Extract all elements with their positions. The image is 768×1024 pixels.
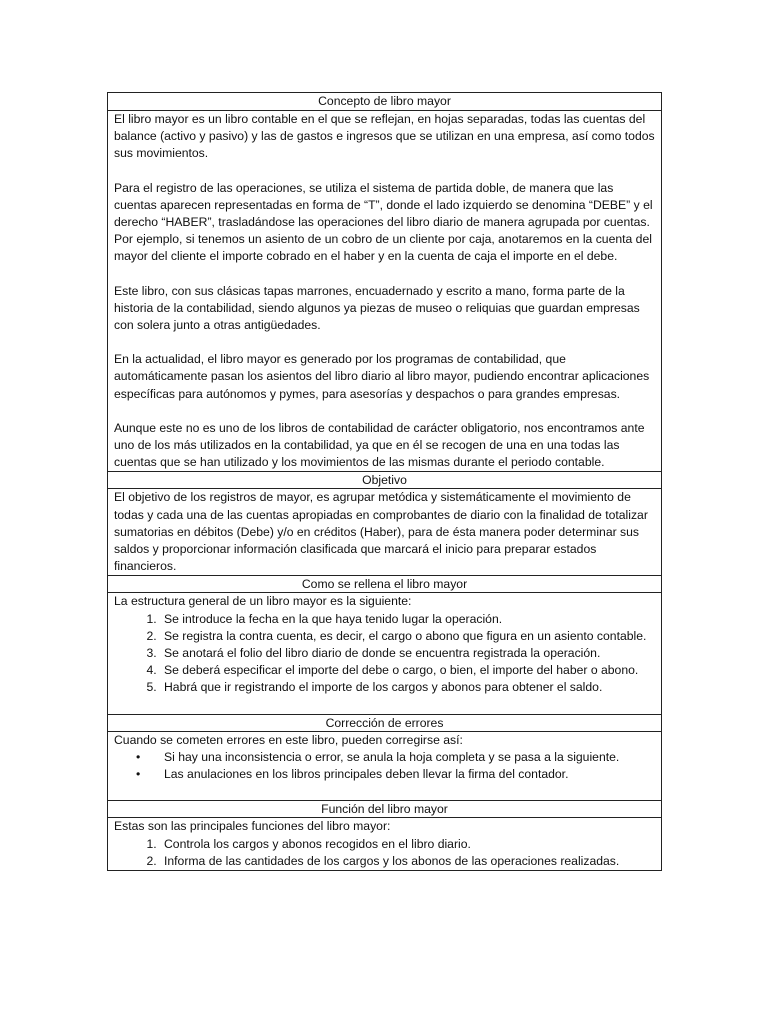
bullet-icon: • [136, 749, 141, 764]
section-body-concepto [108, 110, 661, 471]
list-item-text: Las anulaciones en los libros principales deben llevar la firma del contador. [164, 767, 569, 782]
list-item: 4. Se deberá especificar el importe del debe o cargo, o bien, el importe del haber o abono. [160, 662, 656, 679]
section-body-objetivo [108, 488, 661, 575]
paragraph: En la actualidad, el libro mayor es generado por los programas de contabilidad, que automáticamente pasan los asientos del libro diario al libro mayor, pudiendo encontrar aplicaciones específicas para autónomos y pymes, para asesorías y despachos o para grandes empresas. [114, 352, 650, 401]
list-intro: La estructura general de un libro mayor es la siguiente: [114, 594, 412, 609]
list-item: 1. Se introduce la fecha en la que haya tenido lugar la operación. [160, 611, 656, 628]
document-table [107, 92, 662, 871]
paragraph: El libro mayor es un libro contable en el que se reflejan, en hojas separadas, todas las cuentas del balance (activo y pasivo) y las de gastos e ingresos que se utilizan en una empresa, así como todos sus movimientos. [114, 112, 655, 161]
list-item-text: Si hay una inconsistencia o error, se anula la hoja completa y se pasa a la siguiente. [164, 749, 620, 764]
section-heading-funcion: Función del libro mayor [108, 800, 661, 817]
bullet-icon: • [136, 767, 141, 782]
list-item: 5. Habrá que ir registrando el importe de los cargos y abonos para obtener el saldo. [160, 679, 656, 696]
list-item: 2. Informa de las cantidades de los cargos y los abonos de las operaciones realizadas. [160, 853, 656, 870]
list-intro: Estas son las principales funciones del libro mayor: [114, 819, 391, 834]
paragraph: Este libro, con sus clásicas tapas marrones, encuadernado y escrito a mano, forma parte de la historia de la contabilidad, siendo algunos ya piezas de museo o reliquias que guardan empresas con solera junto a otras antigüedades. [114, 283, 640, 333]
paragraph: Aunque este no es uno de los libros de contabilidad de carácter obligatorio, nos encontramos ante uno de los más utilizados en la contabilidad, ya que en él se recogen de una en una todas las cuentas que se han utilizado y los movimientos de las mismas durante el periodo contable. [114, 420, 645, 470]
numbered-list [114, 836, 656, 870]
list-item: 1. Controla los cargos y abonos recogidos en el libro diario. [160, 836, 656, 853]
numbered-list [114, 611, 656, 697]
list-item [136, 766, 656, 783]
section-heading-rellena: Como se rellena el libro mayor [108, 575, 661, 592]
section-heading-correccion: Corrección de errores [108, 714, 661, 731]
paragraph: Para el registro de las operaciones, se utiliza el sistema de partida doble, de manera que las cuentas aparecen representadas en forma de “T”, donde el lado izquierdo se denomina “DEBE” y el derecho “HABER”, trasladándose las operaciones del libro diario de manera agrupada por cuentas. Por ejemplo, si tenemos un asiento de un cobro de un cliente por caja, anotaremos en la cuenta del mayor del cliente el importe cobrado en el haber y en la cuenta de caja el importe en el debe. [114, 180, 653, 264]
paragraph: El objetivo de los registros de mayor, es agrupar metódica y sistemáticamente el movimiento de todas y cada una de las cuentas apropiadas en comprobantes de diario con la finalidad de totalizar sumatorias en débitos (Debe) y/o en créditos (Haber), para de ésta manera poder determinar sus saldos y proporcionar información clasificada que marcará el inicio para preparar estados financieros. [114, 490, 648, 574]
section-body-correccion [108, 731, 661, 801]
bullet-list [114, 749, 656, 783]
section-body-funcion [108, 817, 661, 870]
list-item [136, 749, 656, 766]
section-heading-objetivo: Objetivo [108, 471, 661, 488]
list-intro: Cuando se cometen errores en este libro, pueden corregirse así: [114, 732, 463, 747]
section-heading-concepto: Concepto de libro mayor [318, 94, 451, 108]
list-item: 2. Se registra la contra cuenta, es decir, el cargo o abono que figura en un asiento contable. [160, 628, 656, 645]
section-body-rellena [108, 592, 661, 713]
list-item: 3. Se anotará el folio del libro diario de donde se encuentra registrada la operación. [160, 645, 656, 662]
